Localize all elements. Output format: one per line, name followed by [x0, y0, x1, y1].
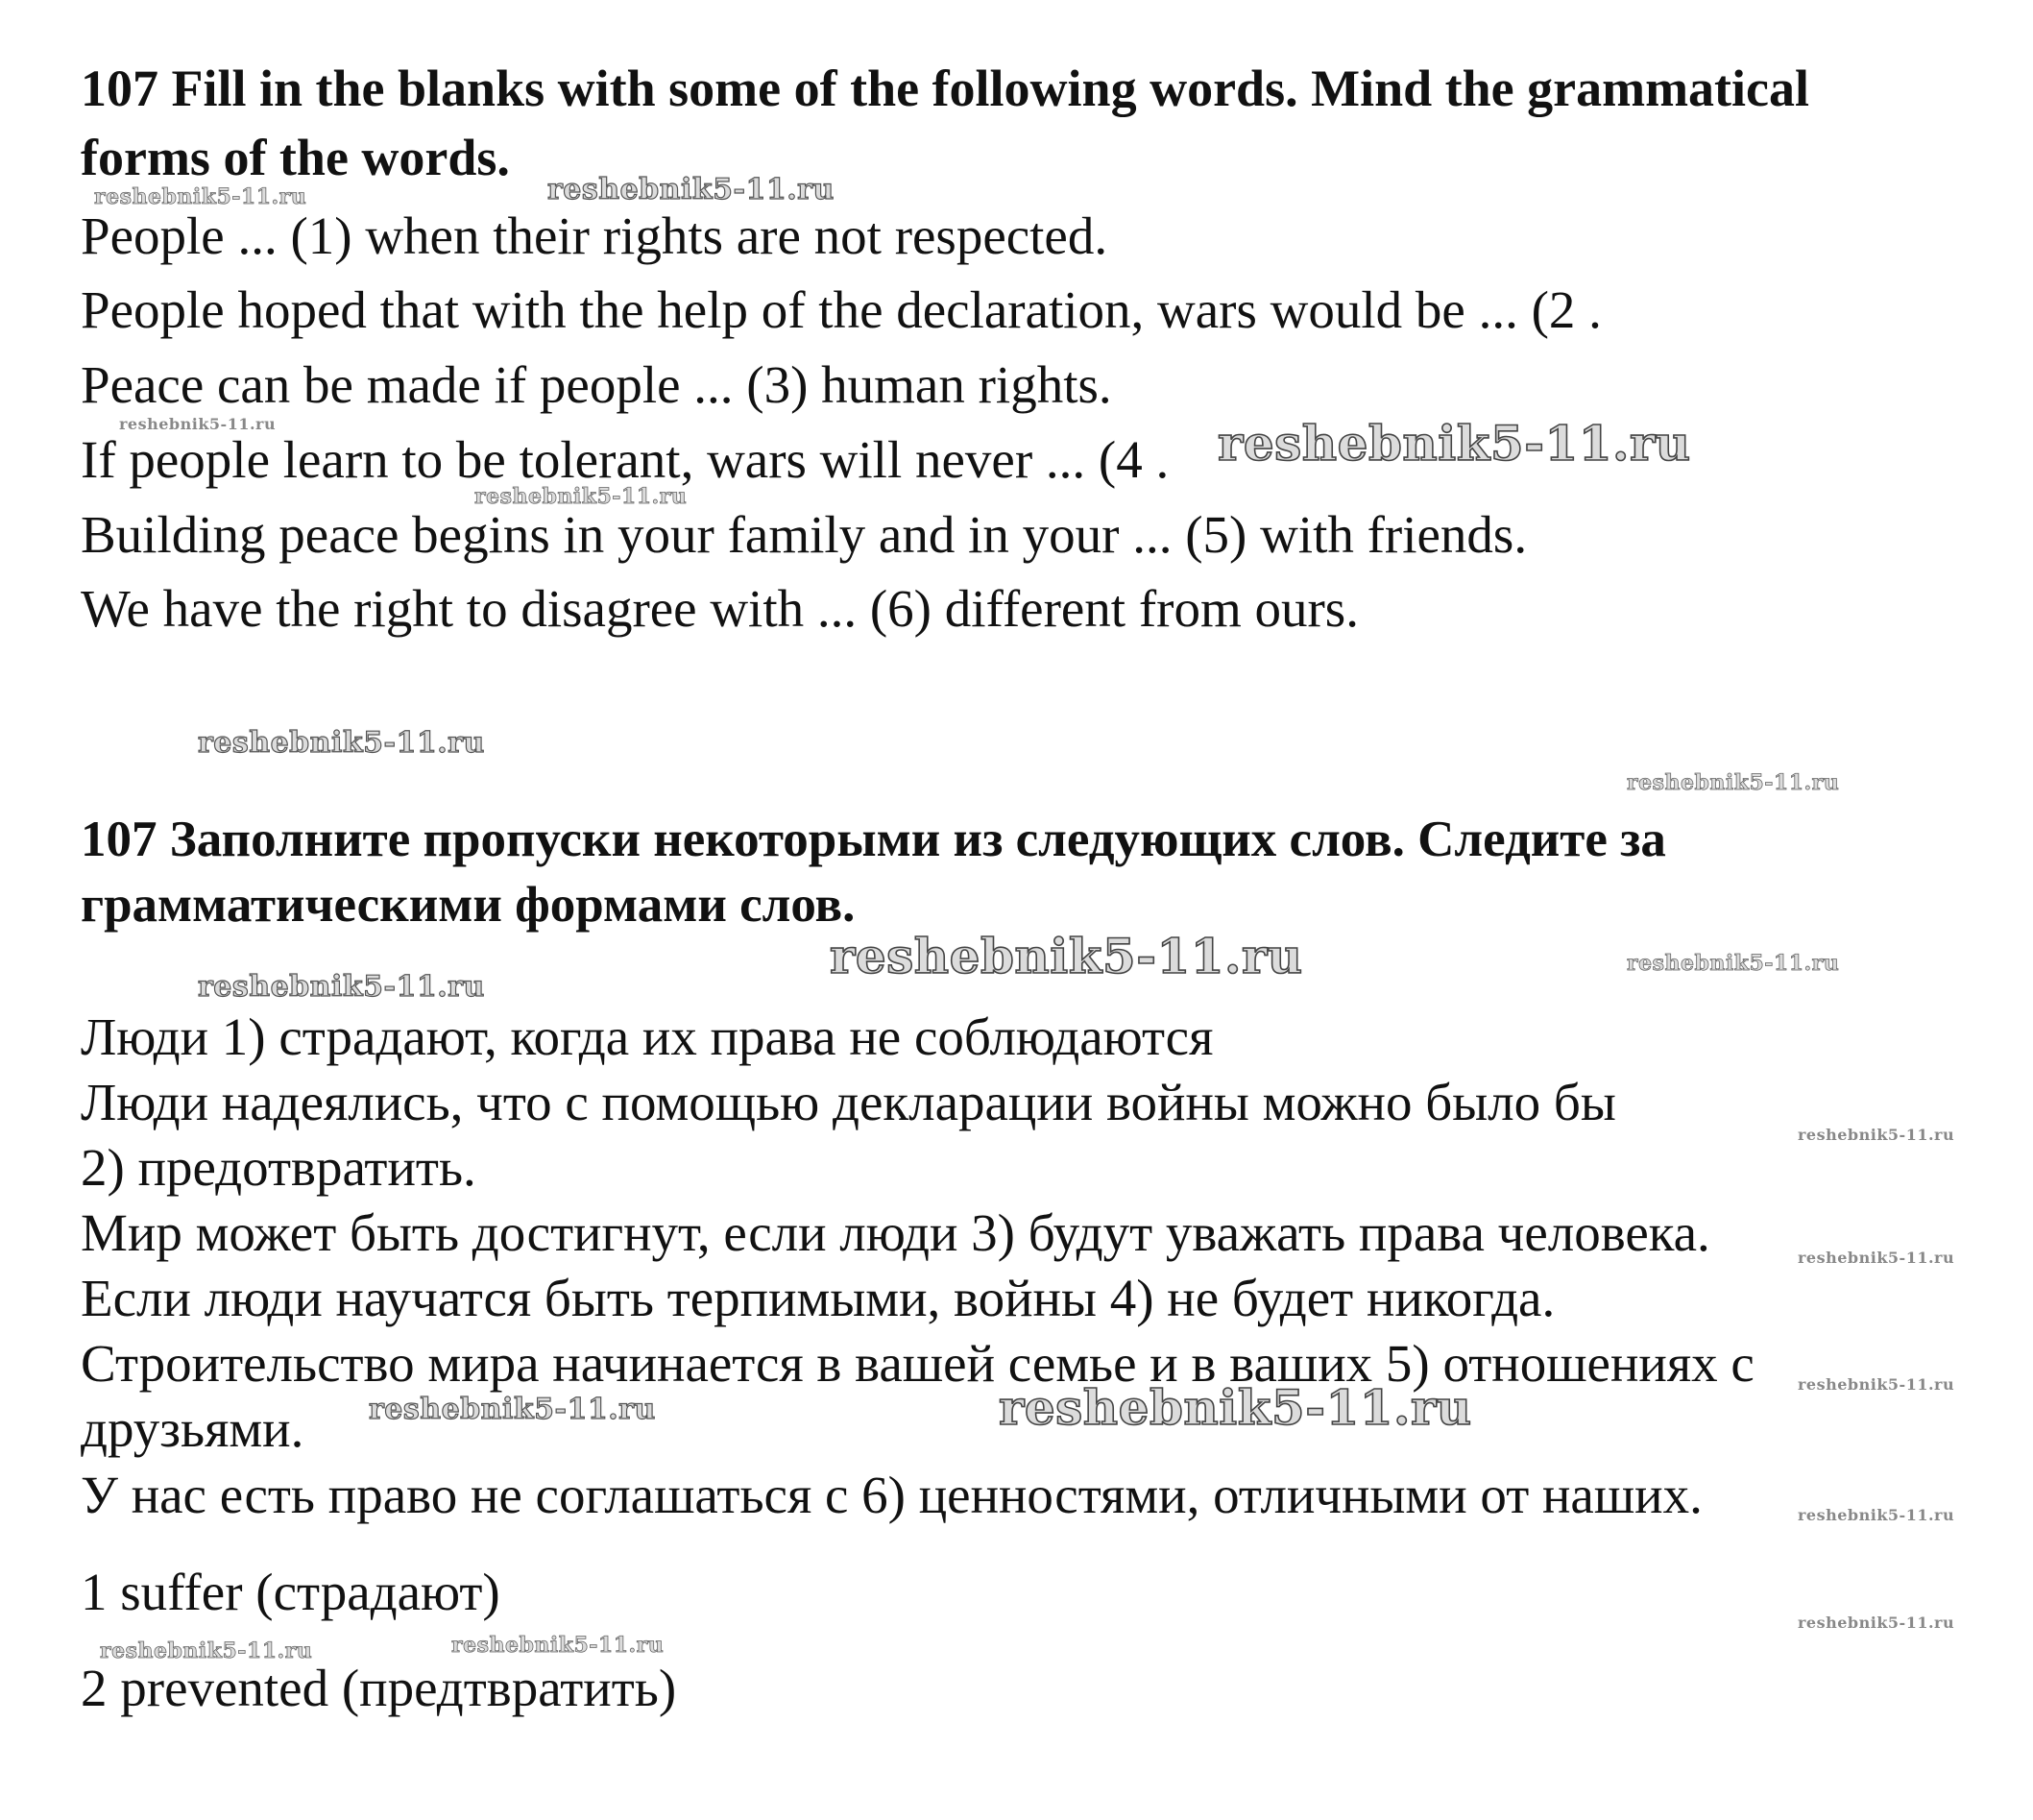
task-heading-english-line1: 107 Fill in the blanks with some of the following words. Mind the grammatical: [81, 60, 1810, 117]
russian-line-6: Строительство мира начинается в вашей семье и в ваших 5) отношениях с: [81, 1334, 1755, 1393]
task-heading-russian-line1: 107 Заполните пропуски некоторыми из следующих слов. Следите за: [81, 812, 1666, 867]
watermark: reshebnik5-11.ru: [474, 484, 688, 509]
russian-line-1: Люди 1) страдают, когда их права не соблюдаются: [81, 1007, 1214, 1066]
english-sentence-2: People hoped that with the help of the declaration, wars would be ... (2 .: [81, 280, 1602, 339]
watermark: reshebnik5-11.ru: [198, 970, 485, 1004]
watermark: reshebnik5-11.ru: [1798, 1375, 1955, 1394]
watermark: reshebnik5-11.ru: [830, 928, 1303, 984]
russian-line-2: Люди надеялись, что с помощью декларации войны можно было бы: [81, 1073, 1616, 1131]
english-sentence-6: We have the right to disagree with ... (6) different from ours.: [81, 579, 1359, 638]
task-heading-russian: [81, 807, 1666, 937]
watermark: reshebnik5-11.ru: [119, 415, 277, 433]
watermark: reshebnik5-11.ru: [94, 184, 307, 209]
watermark: reshebnik5-11.ru: [1798, 1614, 1955, 1632]
task-heading-russian-line2: грамматическими формами слов.: [81, 877, 856, 933]
answer-1: 1 suffer (страдают): [81, 1563, 500, 1621]
russian-line-4: Мир может быть достигнут, если люди 3) будут уважать права человека.: [81, 1203, 1710, 1262]
watermark: reshebnik5-11.ru: [1798, 1506, 1955, 1524]
watermark: reshebnik5-11.ru: [1218, 415, 1691, 472]
english-sentence-3: Peace can be made if people ... (3) human rights.: [81, 355, 1112, 414]
watermark: reshebnik5-11.ru: [547, 173, 835, 206]
answer-2: 2 prevented (предтвратить): [81, 1659, 677, 1717]
watermark: reshebnik5-11.ru: [369, 1393, 656, 1426]
watermark: reshebnik5-11.ru: [451, 1633, 665, 1658]
watermark: reshebnik5-11.ru: [100, 1638, 313, 1663]
english-sentence-4: If people learn to be tolerant, wars will never ... (4 .: [81, 430, 1170, 489]
watermark: reshebnik5-11.ru: [1627, 951, 1840, 976]
russian-line-3: 2) предотвратить.: [81, 1138, 476, 1197]
watermark: reshebnik5-11.ru: [1798, 1126, 1955, 1144]
english-sentence-5: Building peace begins in your family and in your ... (5) with friends.: [81, 505, 1528, 564]
russian-line-5: Если люди научатся быть терпимыми, войны 4) не будет никогда.: [81, 1269, 1556, 1327]
russian-line-8: У нас есть право не соглашаться с 6) ценностями, отличными от наших.: [81, 1466, 1703, 1524]
task-heading-english: [81, 54, 1809, 192]
task-heading-english-line2: forms of the words.: [81, 129, 510, 186]
russian-line-7: друзьями.: [81, 1399, 304, 1458]
watermark: reshebnik5-11.ru: [1798, 1249, 1955, 1267]
watermark: reshebnik5-11.ru: [999, 1379, 1472, 1436]
watermark: reshebnik5-11.ru: [198, 726, 485, 760]
watermark: reshebnik5-11.ru: [1627, 770, 1840, 795]
english-sentence-1: People ... (1) when their rights are not respected.: [81, 206, 1108, 265]
